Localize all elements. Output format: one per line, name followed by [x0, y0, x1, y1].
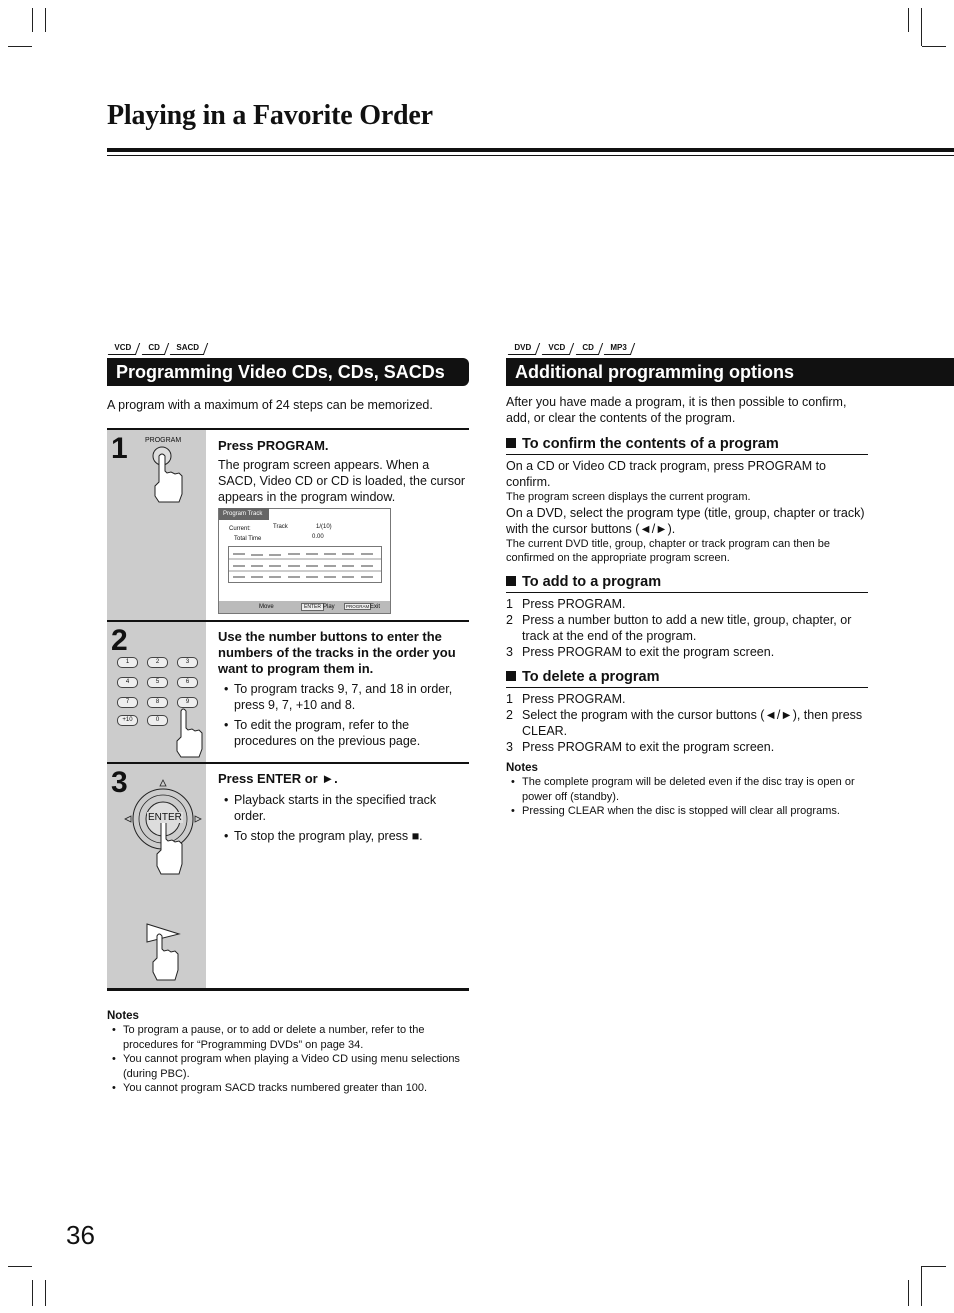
track-label: Track: [273, 524, 288, 530]
disc-badges: [510, 343, 634, 355]
page-title: Playing in a Favorite Order: [107, 100, 433, 131]
note-item: • You cannot program when playing a Video CD using menu selections (during PBC).: [107, 1052, 469, 1081]
confirm-heading: To confirm the contents of a program: [506, 435, 868, 455]
list-item: • To edit the program, refer to the procedures on the previous page.: [218, 717, 468, 749]
program-button-label: PROGRAM: [145, 437, 182, 444]
list-item: • Playback starts in the specified track order.: [218, 792, 468, 824]
step-3-title: Press ENTER or ►.: [218, 771, 338, 786]
dvd-badge: DVD: [508, 343, 540, 355]
note-item: • The complete program will be deleted even if the disc tray is open or power off (standby).: [506, 775, 871, 804]
delete-steps: [506, 691, 868, 755]
title-rule-thin: [107, 155, 954, 156]
section-heading-left: Programming Video CDs, CDs, SACDs: [107, 358, 469, 386]
key-8: 8: [147, 697, 168, 708]
key-7: 7: [117, 697, 138, 708]
key-9: 9: [177, 697, 198, 708]
step-2-bullets: [218, 681, 468, 753]
step-3: [107, 762, 469, 991]
left-notes: [107, 1010, 469, 1096]
delete-heading: To delete a program: [506, 668, 868, 688]
hand-press-icon: [171, 707, 205, 759]
current-label: Current:: [229, 526, 251, 532]
step-2: [107, 620, 469, 763]
list-item: 3 Press PROGRAM to exit the program screen.: [506, 740, 775, 754]
list-item: • To program tracks 9, 7, and 18 in order, press 9, 7, +10 and 8.: [218, 681, 468, 713]
add-steps: [506, 596, 868, 660]
list-item: • To stop the program play, press ■.: [218, 828, 468, 844]
right-intro: After you have made a program, it is then possible to confirm, add, or clear the contents of the program.: [506, 395, 847, 425]
right-notes: [506, 762, 871, 819]
left-intro: A program with a maximum of 24 steps can be memorized.: [107, 398, 433, 412]
section-heading-right: Additional programming options: [506, 358, 954, 386]
note-item: • You cannot program SACD tracks numbered greater than 100.: [107, 1081, 469, 1096]
enter-label: ENTER: [148, 812, 182, 823]
note-item: • To program a pause, or to add or delete a number, refer to the procedures for “Programming DVDs” on page 34.: [107, 1023, 469, 1052]
key-6: 6: [177, 677, 198, 688]
note-item: • Pressing CLEAR when the disc is stopped will clear all programs.: [506, 804, 871, 819]
vcd-badge: VCD: [542, 343, 574, 355]
title-rule: [107, 148, 954, 152]
step-number: 2: [111, 624, 128, 657]
cd-badge: CD: [576, 343, 603, 355]
step-2-title: Use the number buttons to enter the numbers of the tracks in the order you want to program them in.: [218, 629, 456, 676]
cd-badge: CD: [142, 343, 169, 355]
program-grid: [228, 546, 382, 583]
enter-dial-icon: [123, 778, 207, 880]
notes-heading: Notes: [107, 1010, 139, 1022]
sacd-badge: SACD: [170, 343, 208, 355]
list-item: 1 Press PROGRAM.: [506, 692, 626, 706]
key-1: 1: [117, 657, 138, 668]
program-screen: [218, 508, 391, 614]
screen-tab: Program Track: [219, 508, 269, 520]
key-5: 5: [147, 677, 168, 688]
key-3: 3: [177, 657, 198, 668]
hand-press-icon: [149, 446, 189, 504]
step-3-bullets: [218, 792, 468, 848]
step-number: 3: [111, 766, 128, 799]
step-1-text: The program screen appears. When a SACD, Video CD or CD is loaded, the cursor appears in the program window.: [218, 458, 466, 504]
track-value: 1/(10): [316, 524, 332, 530]
confirm-body: On a CD or Video CD track program, press PROGRAM to confirm. The program screen displays the current program. On a DVD, select the program type (title, group, chapter or track) with the cursor buttons (◄/►). The current DVD title, group, chapter or track program can then be confirmed on the appropriate program screen.: [506, 459, 865, 564]
list-item: 2 Select the program with the cursor buttons (◄/►), then press CLEAR.: [506, 708, 863, 738]
list-item: 1 Press PROGRAM.: [506, 597, 626, 611]
list-item: 3 Press PROGRAM to exit the program screen.: [506, 645, 775, 659]
key-0: 0: [147, 715, 168, 726]
play-button-icon: [143, 920, 187, 982]
key-2: 2: [147, 657, 168, 668]
add-heading: To add to a program: [506, 573, 868, 593]
page-number: 36: [66, 1220, 95, 1250]
total-time-label: Total Time: [234, 536, 262, 542]
key-4: 4: [117, 677, 138, 688]
vcd-badge: VCD: [108, 343, 140, 355]
disc-badges: [110, 343, 206, 355]
total-time-value: 0.00: [312, 534, 324, 540]
step-number: 1: [111, 432, 128, 465]
list-item: 2 Press a number button to add a new title, group, chapter, or track at the end of the program.: [506, 613, 852, 643]
key-plus10: +10: [117, 715, 138, 726]
step-1-title: Press PROGRAM.: [218, 438, 329, 453]
mp3-badge: MP3: [604, 343, 636, 355]
notes-heading: Notes: [506, 762, 538, 774]
screen-footer: Move ENTER Play PROGRAM Exit: [219, 601, 390, 613]
